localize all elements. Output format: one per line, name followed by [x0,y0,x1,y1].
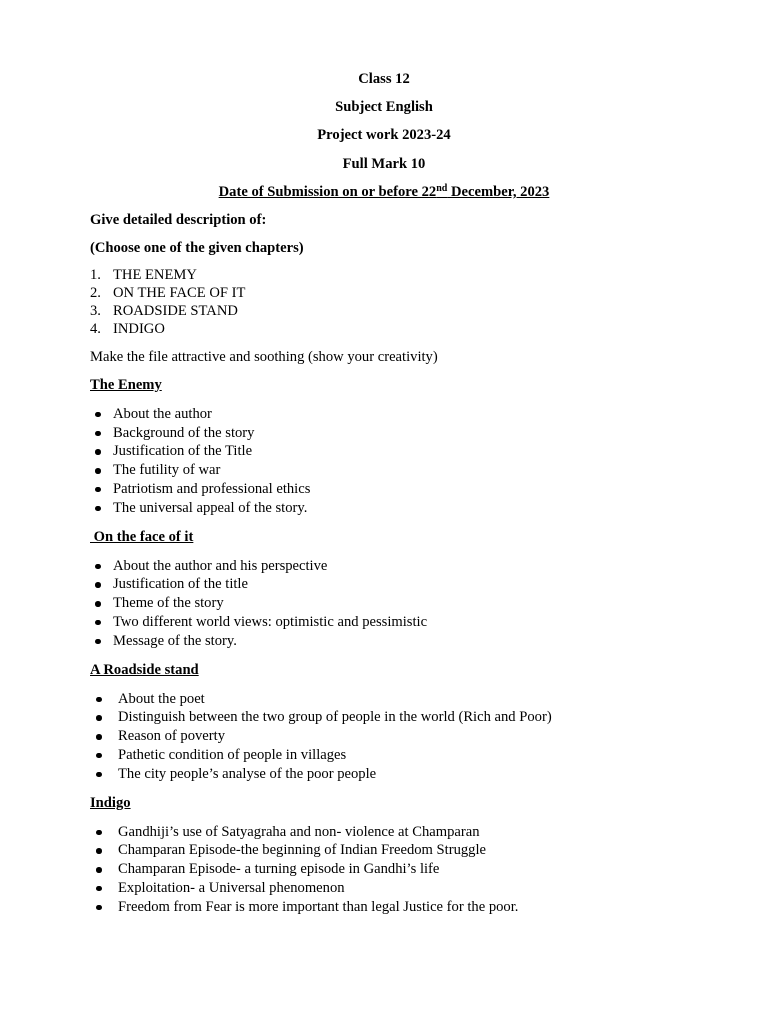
submission-date-suffix: December, 2023 [447,183,550,200]
intro-line-description: Give detailed description of: [90,211,267,228]
bullet-list-on-the-face-of-it [90,557,678,651]
list-item [90,898,678,917]
chapter-label: ON THE FACE OF IT [113,284,246,301]
list-item [90,557,678,576]
list-item-text: Champaran Episode- a turning episode in Gandhi’s life [118,861,440,878]
subject-heading: Subject English [335,99,433,116]
section-title-indigo: Indigo [90,794,131,811]
bullet-list-indigo [90,823,678,917]
submission-date-superscript: nd [436,182,448,194]
list-item [90,575,678,594]
bullet-icon [96,697,102,703]
list-item-text: The futility of war [113,462,221,479]
section-title-a-roadside-stand: A Roadside stand [90,661,199,678]
chapter-number: 1. [90,266,101,283]
chapter-label: INDIGO [113,320,165,337]
list-item-text: Two different world views: optimistic and pessimistic [113,613,428,630]
chapter-number: 3. [90,302,101,319]
list-item [90,860,678,879]
bullet-icon [95,431,101,437]
list-item [90,727,678,746]
list-item [90,708,678,727]
bullet-icon [95,620,101,626]
list-item-text: Patriotism and professional ethics [113,480,311,497]
bullet-icon [95,582,101,588]
list-item-text: Distinguish between the two group of people in the world (Rich and Poor) [118,709,552,726]
chapter-item [90,284,678,302]
list-item-text: Message of the story. [113,632,237,649]
list-item [90,823,678,842]
list-item-text: Justification of the Title [113,443,253,460]
list-item-text: The universal appeal of the story. [113,499,308,516]
bullet-icon [95,639,101,645]
list-item [90,746,678,765]
list-item [90,461,678,480]
bullet-list-a-roadside-stand [90,690,678,784]
list-item-text: Exploitation- a Universal phenomenon [118,879,345,896]
list-item [90,690,678,709]
chapter-item [90,302,678,320]
list-item [90,613,678,632]
list-item [90,841,678,860]
bullet-icon [95,487,101,493]
list-item-text: About the author and his perspective [113,557,328,574]
bullet-icon [95,468,101,474]
chapter-label: ROADSIDE STAND [113,302,238,319]
bullet-icon [96,753,102,759]
chapter-number: 2. [90,284,101,301]
bullet-icon [95,412,101,418]
chapter-item [90,266,678,284]
bullet-icon [95,449,101,455]
list-item-text: Champaran Episode-the beginning of Indian Freedom Struggle [118,842,487,859]
submission-date-prefix: Date of Submission on or before 22 [218,183,437,200]
list-item [90,765,678,784]
class-heading: Class 12 [358,71,410,87]
bullet-list-the-enemy [90,405,678,518]
bullet-icon [95,506,101,512]
list-item [90,405,678,424]
submission-date [90,182,678,210]
bullet-icon [96,715,102,721]
chapter-list [90,266,678,338]
project-heading: Project work 2023-24 [317,127,451,144]
list-item-text: About the poet [118,690,205,707]
instruction-text: Make the file attractive and soothing (show your creativity) [90,348,438,365]
full-mark-heading: Full Mark 10 [342,155,426,172]
list-item-text: Justification of the title [113,576,248,593]
chapter-label: THE ENEMY [113,266,197,283]
bullet-icon [96,772,102,778]
intro-line-choose: (Choose one of the given chapters) [90,240,304,257]
section-title-the-enemy: The Enemy [90,376,162,393]
list-item [90,424,678,443]
bullet-icon [95,601,101,607]
list-item [90,480,678,499]
bullet-icon [96,867,102,873]
bullet-icon [96,905,102,911]
chapter-number: 4. [90,320,101,337]
list-item [90,594,678,613]
list-item-text: Freedom from Fear is more important than legal Justice for the poor. [118,898,519,915]
bullet-icon [96,734,102,740]
list-item-text: Background of the story [113,424,255,441]
list-item [90,442,678,461]
list-item [90,632,678,651]
bullet-icon [96,830,102,836]
bullet-icon [96,886,102,892]
list-item-text: Reason of poverty [118,728,225,745]
list-item [90,499,678,518]
chapter-item [90,320,678,338]
list-item-text: Pathetic condition of people in villages [118,746,347,763]
list-item-text: The city people’s analyse of the poor people [118,765,377,782]
list-item-text: Theme of the story [113,595,224,612]
list-item-text: Gandhiji’s use of Satyagraha and non- violence at Champaran [118,823,480,840]
list-item [90,879,678,898]
list-item-text: About the author [113,405,212,422]
bullet-icon [96,848,102,854]
section-title-on-the-face-of-it: On the face of it [90,528,194,545]
bullet-icon [95,564,101,570]
